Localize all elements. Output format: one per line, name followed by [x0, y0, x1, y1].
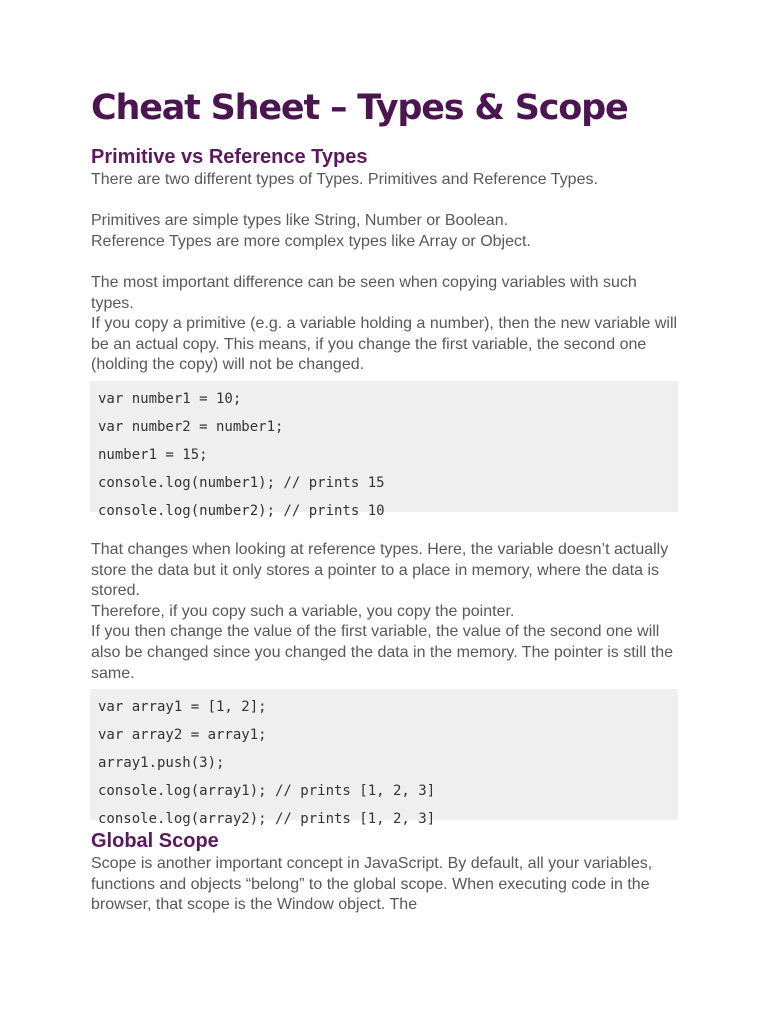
code-line: console.log(number1); // prints 15	[98, 474, 385, 491]
paragraph-spacer	[91, 191, 679, 212]
code-line: console.log(array1); // prints [1, 2, 3]	[98, 783, 436, 800]
primitive-copy-paragraph: If you copy a primitive (e.g. a variable holding a number), then the new variable will be an actual copy. This means, if you change the first variable, the second one (holding the copy) will not be changed.	[91, 315, 678, 374]
code-line: array1.push(3);	[98, 755, 225, 772]
intro-paragraph: There are two different types of Types. Primitives and Reference Types.	[91, 171, 598, 188]
section-heading-global-scope: Global Scope	[91, 830, 219, 853]
copy-pointer-paragraph: Therefore, if you copy such a variable, you copy the pointer.	[91, 602, 515, 620]
code-line: var number2 = number1;	[98, 418, 284, 435]
code-line: number1 = 15;	[98, 446, 208, 463]
global-scope-paragraph: Scope is another important concept in JavaScript. By default, all your variables, functions and objects “belong” to the global scope. When executing code in the browser, that scope is the Window object. The	[91, 855, 653, 914]
code-line: var number1 = 10;	[98, 390, 242, 407]
paragraph-spacer	[91, 252, 679, 273]
reference-types-paragraph: That changes when looking at reference types. Here, the variable doesn’t actually store the data but it only stores a pointer to a place in memory, where the data is stored.	[91, 540, 669, 600]
code-line: console.log(array2); // prints [1, 2, 3]	[98, 811, 436, 828]
code-line: console.log(number2); // prints 10	[98, 502, 385, 519]
code-block-reference-example	[90, 689, 678, 828]
code-line: var array1 = [1, 2];	[98, 699, 267, 716]
document-page	[91, 84, 679, 916]
section-heading-primitive-vs-reference: Primitive vs Reference Types	[91, 146, 368, 168]
reference-types-definition: Reference Types are more complex types like Array or Object.	[91, 232, 531, 250]
code-line: var array2 = array1;	[98, 727, 267, 744]
code-block-primitive-example	[90, 381, 678, 519]
primitives-definition: Primitives are simple types like String, Number or Boolean.	[91, 212, 509, 230]
change-value-paragraph: If you then change the value of the first variable, the value of the second one will also be changed since you changed the data in the memory. The pointer is still the same.	[91, 623, 673, 682]
difference-paragraph: The most important difference can be seen when copying variables with such types.	[91, 273, 637, 312]
page-title: Cheat Sheet – Types & Scope	[91, 88, 628, 128]
